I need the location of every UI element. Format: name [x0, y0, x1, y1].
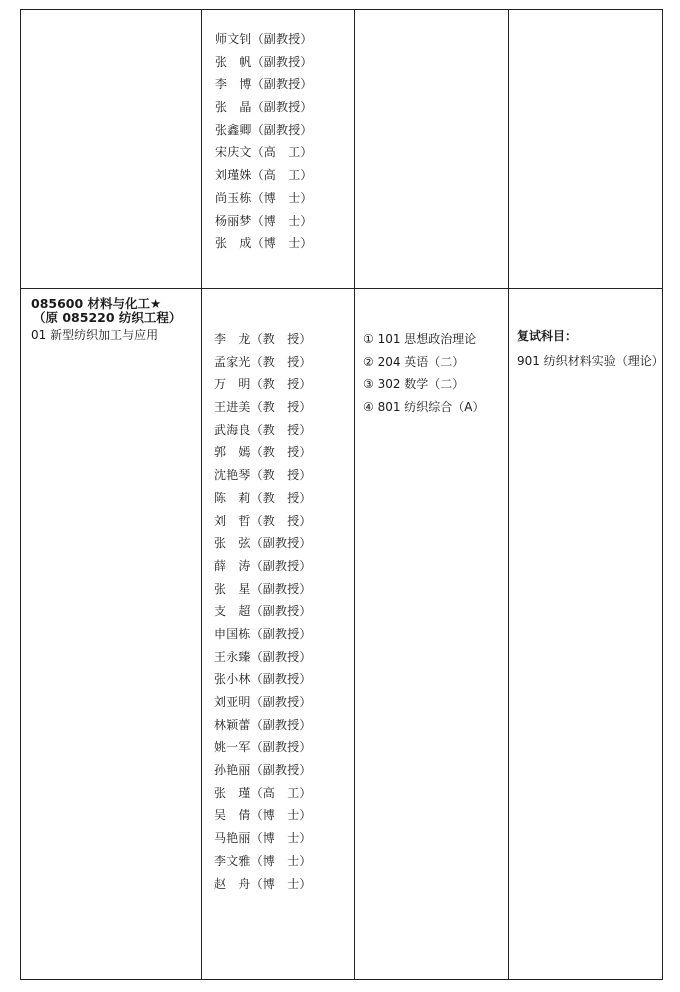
- retest-label: 复试科目：: [517, 329, 578, 343]
- supervisor-name: 刘亚明（副教授）: [214, 695, 312, 709]
- retest-cell-empty: [509, 10, 663, 289]
- supervisor-name: 武海良（教 授）: [214, 422, 312, 437]
- supervisor-name: 郭 嫣（教 授）: [214, 445, 312, 460]
- supervisor-list: [202, 10, 354, 255]
- retest-cell: [509, 289, 663, 980]
- supervisor-list: [202, 289, 354, 895]
- supervisor-name: 薛 涛（副教授）: [214, 558, 312, 573]
- supervisor-name: 杨丽梦（博 士）: [215, 213, 313, 228]
- supervisor-name: 李 龙（教 授）: [214, 332, 312, 346]
- exam-cell: [355, 289, 509, 980]
- research-direction: 01 新型纺织加工与应用: [31, 328, 159, 342]
- supervisor-name: 申国栋（副教授）: [214, 626, 312, 641]
- exam-subject-list: [355, 289, 508, 419]
- supervisor-name: 师文钊（副教授）: [215, 32, 313, 46]
- supervisor-name: 尚玉栋（博 士）: [215, 190, 313, 205]
- supervisor-name: 王永臻（副教授）: [214, 649, 312, 664]
- program-code-name: 085600 材料与化工★: [31, 296, 162, 311]
- supervisor-name: 支 超（副教授）: [214, 604, 312, 619]
- exam-subject: ① 101 思想政治理论: [363, 332, 477, 346]
- supervisor-name: 张 成（博 士）: [215, 236, 313, 251]
- supervisor-name: 张 弦（副教授）: [214, 536, 312, 551]
- exam-cell-empty: [355, 10, 509, 289]
- enrollment-table: [20, 9, 663, 980]
- supervisor-name: 张 星（副教授）: [214, 581, 312, 596]
- supervisor-name: 张 晶（副教授）: [215, 100, 313, 115]
- supervisor-name: 姚一军（副教授）: [214, 740, 312, 755]
- supervisor-name: 宋庆文（高 工）: [215, 145, 313, 160]
- table-row: [21, 289, 663, 980]
- supervisor-name: 张 帆（副教授）: [215, 54, 313, 69]
- supervisor-name: 刘 哲（教 授）: [214, 513, 312, 528]
- supervisor-name: 刘瑾姝（高 工）: [215, 168, 313, 183]
- supervisor-cell: [202, 10, 355, 289]
- supervisor-name: 王进美（教 授）: [214, 400, 312, 415]
- supervisor-name: 马艳丽（博 士）: [214, 831, 312, 846]
- retest-subject: 901 纺织材料实验（理论）: [517, 354, 664, 368]
- supervisor-name: 赵 舟（博 士）: [214, 876, 312, 891]
- supervisor-name: 陈 莉（教 授）: [214, 490, 312, 505]
- supervisor-name: 沈艳琴（教 授）: [214, 468, 312, 483]
- exam-subject: ② 204 英语（二）: [363, 354, 465, 369]
- program-former-name: （原 085220 纺织工程）: [33, 310, 182, 325]
- table-row: [21, 10, 663, 289]
- exam-subject: ③ 302 数学（二）: [363, 377, 465, 392]
- supervisor-name: 孙艳丽（副教授）: [214, 763, 312, 778]
- program-cell: [21, 289, 202, 980]
- supervisor-name: 李 博（副教授）: [215, 77, 313, 92]
- supervisor-name: 张 瑾（高 工）: [214, 785, 312, 800]
- supervisor-cell: [202, 289, 355, 980]
- program-cell-empty: [21, 10, 202, 289]
- supervisor-name: 张小林（副教授）: [214, 672, 312, 687]
- supervisor-name: 孟家光（教 授）: [214, 354, 312, 369]
- supervisor-name: 万 明（教 授）: [214, 377, 312, 392]
- supervisor-name: 李文雅（博 士）: [214, 853, 312, 868]
- exam-subject: ④ 801 纺织综合（A）: [363, 400, 485, 415]
- supervisor-name: 张鑫卿（副教授）: [215, 122, 313, 137]
- supervisor-name: 林颖蕾（副教授）: [214, 717, 312, 732]
- supervisor-name: 吴 倩（博 士）: [214, 808, 312, 823]
